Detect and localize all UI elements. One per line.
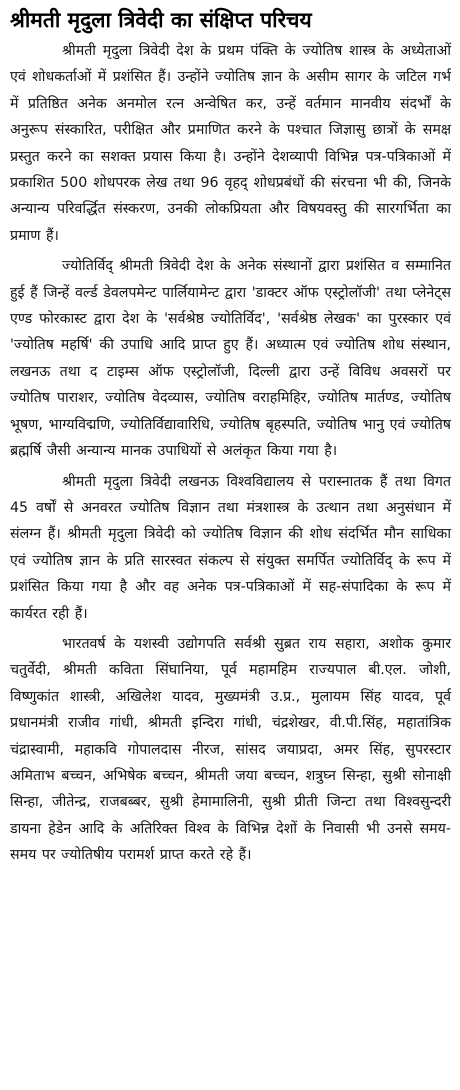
paragraph-clients: भारतवर्ष के यशस्वी उद्योगपति सर्वश्री सुब्रत राय सहारा, अशोक कुमार चतुर्वेदी, श्रीमती कविता सिंघानिया, पूर्व महामहिम राज्यपाल बी.एल. जोशी, विष्णुकांत शास्त्री, अखिलेश यादव, मुख्यमंत्री उ.प्र., मुलायम सिंह यादव, पूर्व प्रधानमंत्री राजीव गांधी, श्रीमती इन्दिरा गांधी, चंद्रशेखर, वी.पी.सिंह, महातांत्रिक चंद्रास्वामी, महाकवि गोपालदास नीरज, सांसद जयाप्रदा, अमर सिंह, सुपरस्टार अमिताभ बच्चन, अभिषेक बच्चन, श्रीमती जया बच्चन, शत्रुघ्न सिन्हा, सुश्री सोनाक्षी सिन्हा, जीतेन्द्र, राजबब्बर, सुश्री हेमामालिनी, सुश्री प्रीती जिन्टा तथा विश्वसुन्दरी डायना हेडेन आदि के अतिरिक्त विश्व के विभिन्न देशों के निवासी भी उनसे समय-समय पर ज्योतिषीय परामर्श प्राप्त करते रहे हैं। bbox=[10, 635, 451, 864]
paragraph-honors: ज्योतिर्विद् श्रीमती त्रिवेदी देश के अनेक संस्थानों द्वारा प्रशंसित व सम्मानित हुई हैं जिन्हें वर्ल्ड डेवलपमेन्ट पार्लियामेन्ट द्वारा 'डाक्टर ऑफ एस्ट्रोलॉजी' तथा प्लेनेट्स एण्ड फोरकास्ट द्वारा देश के 'सर्वश्रेष्ठ ज्योतिर्विद', 'सर्वश्रेष्ठ लेखक' का पुरस्कार एवं 'ज्योतिष महर्षि' की उपाधि आदि प्राप्त हुए हैं। अध्यात्म एवं ज्योतिष शोध संस्थान, लखनऊ तथा द टाइम्स ऑफ एस्ट्रोलॉजी, दिल्ली द्वारा उन्हें विविध अवसरों पर ज्योतिष पाराशर, ज्योतिष वेदव्यास, ज्योतिष वराहमिहिर, ज्योतिष मार्तण्ड, ज्योतिष भूषण, भाग्यविद्मणि, ज्योतिर्विद्यावारिधि, ज्योतिष बृहस्पति, ज्योतिष भानु एवं ज्योतिष ब्रह्मर्षि जैसी अन्यान्य मानक उपाधियों से अलंकृत किया गया है। bbox=[10, 258, 451, 460]
paragraph-education: श्रीमती मृदुला त्रिवेदी लखनऊ विश्वविद्यालय से परास्नातक हैं तथा विगत 45 वर्षों से अनवरत ज्योतिष विज्ञान तथा मंत्रशास्त्र के उत्थान तथा अनुसंधान में संलग्न हैं। श्रीमती मृदुला त्रिवेदी को ज्योतिष विज्ञान की शोध संदर्भित मौन साधिका एवं ज्योतिष ज्ञान के प्रति सारस्वत संकल्प से संयुक्त समर्पित ज्योतिर्विद् के रूप में प्रशंसित किया गया है और वह अनेक पत्र-पत्रिकाओं में सह-संपादिका के रूप में कार्यरत रही हैं। bbox=[10, 473, 451, 622]
paragraph-introduction: श्रीमती मृदुला त्रिवेदी देश के प्रथम पंक्ति के ज्योतिष शास्त्र के अध्येताओं एवं शोधकर्ताओं में प्रशंसित हैं। उन्होंने ज्योतिष ज्ञान के असीम सागर के जटिल गर्भ में प्रतिष्ठित अनेक अनमोल रत्न अन्वेषित कर, उन्हें वर्तमान मानवीय संदर्भों के अनुरूप संस्कारित, परीक्षित और प्रमाणित करने के पश्चात जिज्ञासु छात्रों के समक्ष प्रस्तुत करने का सशक्त प्रयास किया है। उन्होंने देशव्यापी विभिन्न पत्र-पत्रिकाओं में प्रकाशित 500 शोधपरक लेख तथा 96 वृहद् शोधप्रबंधों की संरचना भी की, जिनके अन्यान्य परिवर्द्धित संस्करण, उनकी लोकप्रियता और विषयवस्तु की सारगर्भिता का प्रमाण हैं। bbox=[10, 43, 451, 244]
document-title: श्रीमती मृदुला त्रिवेदी का संक्षिप्त परिचय bbox=[10, 8, 312, 32]
